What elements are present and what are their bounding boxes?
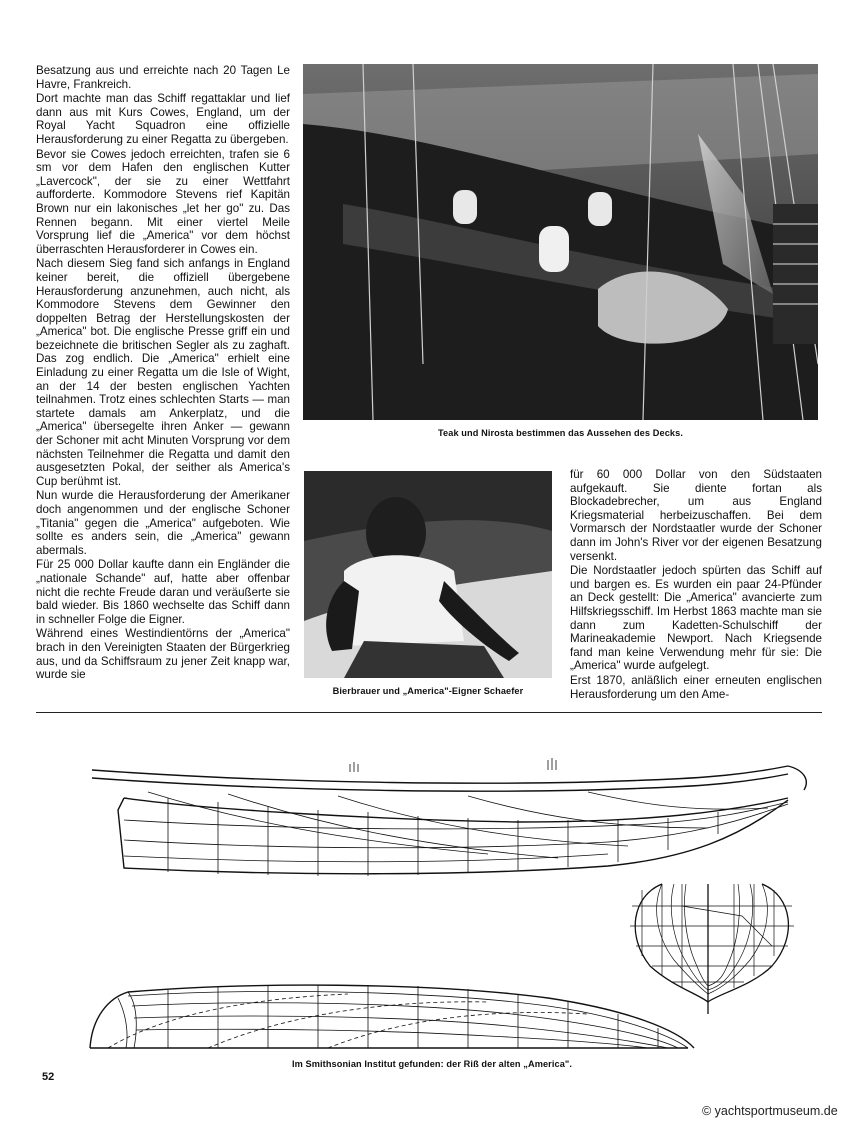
deck-photo xyxy=(303,64,818,420)
paragraph: Für 25 000 Dollar kaufte dann ein Engländer die „nationale Schande" auf, hatte aber offenbar nicht die rechte Freude daran und veräußerte sie bald wieder. Bis 1860 wechselte das Schiff dann in schneller Folge die Eigner. xyxy=(36,558,290,626)
half-breadth-plan-drawing xyxy=(88,978,708,1054)
paragraph: Während eines Westindientörns der „America" brach in den Vereinigten Staaten der Bürgerkrieg aus, und da Schiffsraum zu jener Zeit knapp war, wurde sie xyxy=(36,627,290,682)
paragraph: für 60 000 Dollar von den Südstaaten aufgekauft. Sie diente fortan als Blockadebrecher, um aus England Kriegsmaterial herbeizuschaffen. Bei dem Vormarsch der Nordstaatler wurde der Schoner dann im John's River vor der eigenen Besatzung versenkt. xyxy=(570,468,822,563)
plans-caption: Im Smithsonian Institut gefunden: der Riß der alten „America". xyxy=(291,1059,573,1069)
paragraph: Erst 1870, anläßlich einer erneuten englischen Herausforderung um den Ame- xyxy=(570,673,822,701)
deck-photo-caption: Teak und Nirosta bestimmen das Aussehen des Decks. xyxy=(438,428,683,438)
watermark: © yachtsportmuseum.de xyxy=(702,1104,838,1118)
section-divider xyxy=(36,712,822,713)
paragraph: Dort machte man das Schiff regattaklar und lief dann aus mit Kurs Cowes, England, um der Royal Yacht Squadron eine offizielle Herausforderung zu einer Regatta zu übergeben. xyxy=(36,92,290,146)
right-text-column xyxy=(570,468,822,702)
paragraph: Die Nordstaatler jedoch spürten das Schiff auf und bargen es. Es wurden ein paar 24-Pfünder an Deck gestellt: Die „America" avancierte zum Hilfskriegsschiff. Im Herbst 1863 machte man sie dann zum Kadetten-Schulschiff der Marineakademie Newport. Nach Kriegsende fand man keine Verwendung mehr für sie: Die „America" wurde aufgelegt. xyxy=(570,564,822,673)
paragraph: Nach diesem Sieg fand sich anfangs in England keiner bereit, die offiziell übergebene Herausforderung anzunehmen, auch nicht, als Kommodore Stevens dem Gewinner den doppelten Betrag der Herstellungskosten der „America" bot. Die englische Presse griff ein und bezeichnete die britischen Segler als zu zaghaft. Das zog endlich. Die „America" erhielt eine Einladung zu einer Regatta um die Isle of Wight, an der 14 der besten englischen Yachten teilnahmen. Trotz eines schlechten Starts — man startete damals am Ankerplatz, und die „America" übersegelte ihren Anker — gewann der Schoner mit acht Minuten Vorsprung vor dem nächsten Teilnehmer die Regatta und damit den ausgesetzten Pokal, der seither als America's Cup berühmt ist. xyxy=(36,257,290,488)
paragraph: Besatzung aus und erreichte nach 20 Tagen Le Havre, Frankreich. xyxy=(36,64,290,91)
owner-photo-caption: Bierbrauer und „America"-Eigner Schaefer xyxy=(332,686,524,696)
hull-profile-drawing xyxy=(88,750,848,880)
owner-photo xyxy=(304,471,552,678)
paragraph: Bevor sie Cowes jedoch erreichten, trafen sie 6 sm vor dem Hafen den englischen Kutter „Lavercock", der sie zu einer Wettfahrt aufforderte. Kommodore Stevens rief Kapitän Brown nur ein lakonisches „let her go" zu. Das Rennen begann. Mit einer viertel Meile Vorsprung lief die „America" vor dem höchst überraschten Herausforderer in Cowes ein. xyxy=(36,147,290,256)
deck-photo-image xyxy=(303,64,818,420)
owner-photo-image xyxy=(304,471,552,678)
page-number: 52 xyxy=(42,1071,55,1083)
left-text-column xyxy=(36,64,290,683)
paragraph: Nun wurde die Herausforderung der Amerikaner doch angenommen und der englische Schoner „Titania" gegen die „America" aufgeboten. Wie sollte es anders sein, die „America" gewann abermals. xyxy=(36,489,290,557)
